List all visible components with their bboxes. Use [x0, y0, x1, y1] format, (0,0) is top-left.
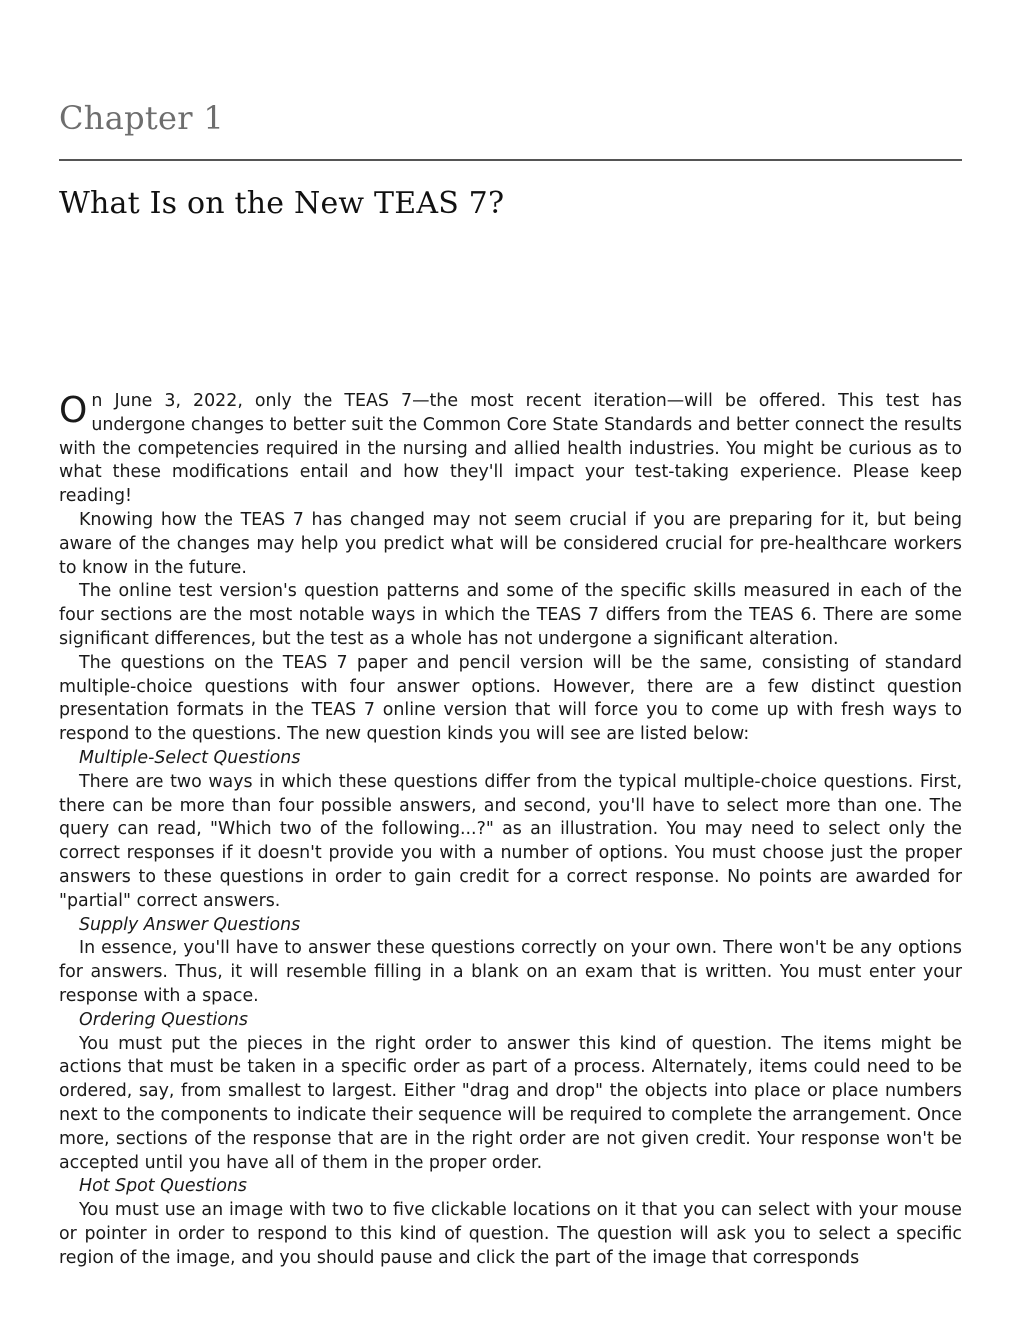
intro-text: n June 3, 2022, only the TEAS 7—the most recent iteration—will be offered. This test has undergone changes to better suit the Common Core State Standards and better connect the results with the competencies required in the nursing and allied health industries. You might be curious as to what these modifications entail and how they'll impact your test-taking experience. Please keep reading! — [59, 391, 962, 507]
chapter-title: What Is on the New TEAS 7? — [59, 186, 505, 221]
paragraph: The questions on the TEAS 7 paper and pencil version will be the same, consisting of standard multiple-choice questions with four answer options. However, there are a few distinct question presentation formats in the TEAS 7 online version that will force you to come up with fresh ways to respond to the questions. The new question kinds you will see are listed below: — [59, 652, 962, 745]
intro-paragraph — [59, 390, 962, 509]
section-text-multiple-select: There are two ways in which these questions differ from the typical multiple-choice questions. First, there can be more than four possible answers, and second, you'll have to select more than one. The query can read, "Which two of the following...?" as an illustration. You may need to select only the correct responses if it doesn't provide you with a number of options. You must choose just the proper answers to these questions in order to gain credit for a correct response. No points are awarded for "partial" correct answers. — [59, 771, 962, 911]
section-heading-multiple-select: Multiple-Select Questions — [79, 747, 301, 768]
section-heading-supply-answer: Supply Answer Questions — [79, 914, 301, 935]
section-text-hot-spot: You must use an image with two to five clickable locations on it that you can select with your mouse or pointer in order to respond to this kind of question. The question will ask you to select a specific region of the image, and you should pause and click the part of the image that corresponds — [59, 1200, 962, 1268]
chapter-body — [59, 390, 962, 1270]
drop-cap: O — [59, 390, 88, 431]
paragraph: The online test version's question patterns and some of the specific skills measured in each of the four sections are the most notable ways in which the TEAS 7 differs from the TEAS 6. There are some significant differences, but the test as a whole has not undergone a significant alteration. — [59, 581, 962, 649]
section-text-ordering: You must put the pieces in the right order to answer this kind of question. The items might be actions that must be taken in a specific order as part of a process. Alternately, items could need to be ordered, say, from smallest to largest. Either "drag and drop" the objects into place or place numbers next to the components to indicate their sequence will be required to complete the arrangement. Once more, sections of the response that are in the right order are not given credit. Your response won't be accepted until you have all of them in the proper order. — [59, 1033, 962, 1173]
section-heading-hot-spot: Hot Spot Questions — [79, 1176, 247, 1197]
paragraph: Knowing how the TEAS 7 has changed may not seem crucial if you are preparing for it, but being aware of the changes may help you predict what will be considered crucial for pre-healthcare workers to know in the future. — [59, 509, 962, 578]
chapter-divider — [59, 159, 962, 161]
section-text-supply-answer: In essence, you'll have to answer these questions correctly on your own. There won't be any options for answers. Thus, it will resemble filling in a blank on an exam that is written. You must enter your response with a space. — [59, 938, 962, 1006]
section-heading-ordering: Ordering Questions — [79, 1009, 248, 1030]
chapter-label: Chapter 1 — [59, 99, 224, 137]
